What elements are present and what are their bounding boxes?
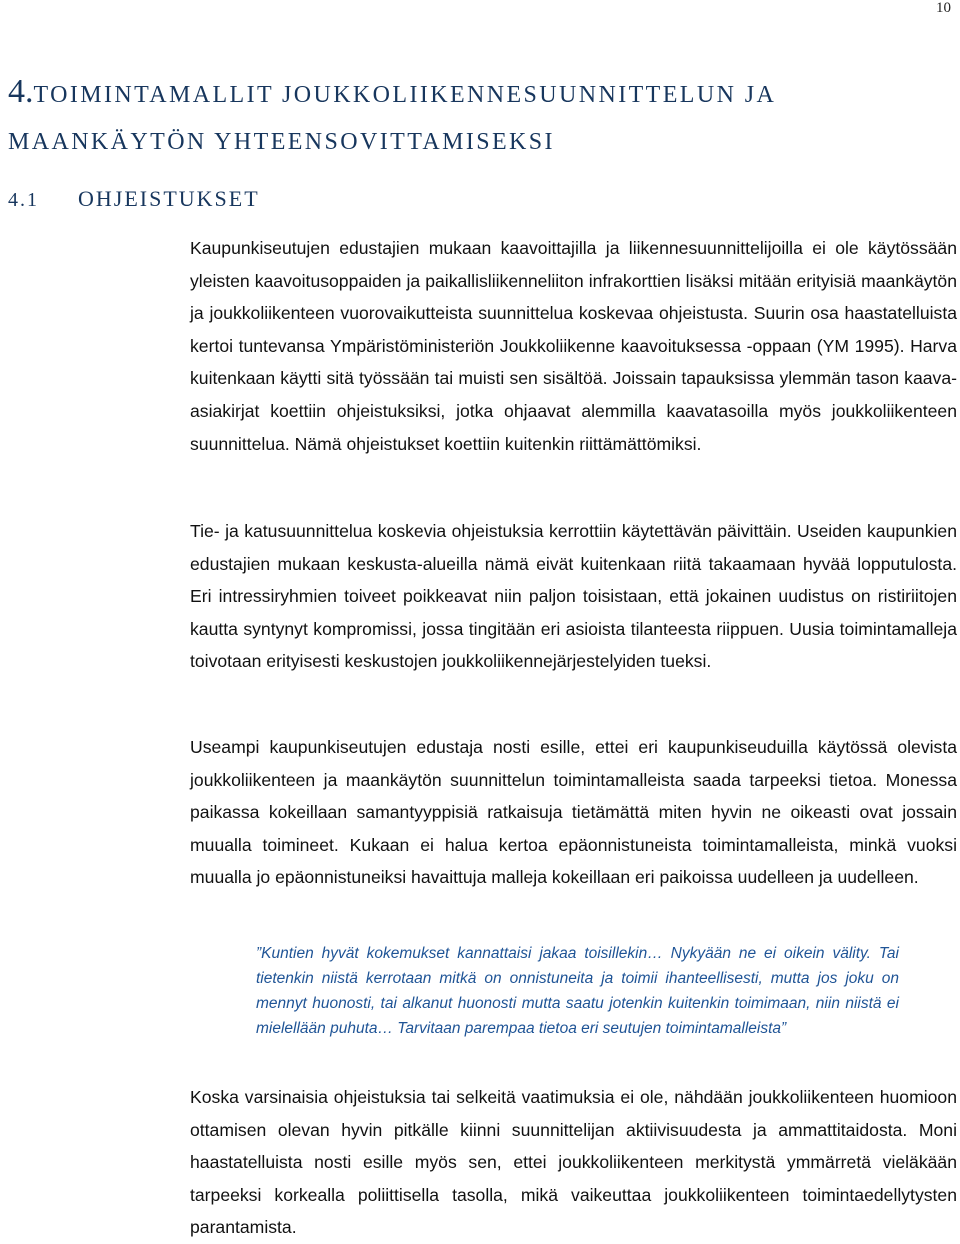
section-number: 4.1 xyxy=(8,189,39,211)
chapter-number: 4. xyxy=(8,73,34,110)
interview-quote: ”Kuntien hyvät kokemukset kannattaisi jakaa toisillekin… Nykyään ne ei oikein välity. Tai tietenkin niistä kerrotaan mitkä on onnistuneita ja toimii ihanteellisesti, mutta jos joku on mennyt huonosti, tai alkanut huonosti mutta saatu jotenkin kuitenkin toimimaan, niin niistä ei mielellään puhuta… Tarvitaan parempaa tietoa eri seutujen toimintamalleista” xyxy=(256,945,899,1037)
section-heading xyxy=(8,186,260,212)
body-paragraph-3: Useampi kaupunkiseutujen edustaja nosti esille, ettei eri kaupunkiseuduilla käytössä olevista joukkoliikenteen ja maankäytön suunnittelun toimintamalleista saada tarpeeksi tietoa. Monessa paikassa kokeillaan samantyyppisiä ratkaisuja tietämättä miten hyvin ne oikeasti ovat jossain muualla toimineet. Kukaan ei halua kertoa epäonnistuneista toimintamalleista, minkä vuoksi muualla jo epäonnistuneiksi havaittuja malleja kokeillaan eri paikoissa uudelleen ja uudelleen. xyxy=(190,737,957,888)
body-paragraph-1: Kaupunkiseutujen edustajien mukaan kaavoittajilla ja liikennesuunnittelijoilla ei ole käytössään yleisten kaavoitusoppaiden ja paikallisliikenneliiton infrakorttien lisäksi mitään erityisiä maankäytön ja joukkoliikenteen vuorovaikutteista suunnittelua koskevaa ohjeistusta. Suurin osa haastatelluista kertoi tuntevansa Ympäristöministeriön Joukkoliikenne kaavoituksessa -oppaan (YM 1995). Harva kuitenkaan käytti sitä työssään tai muisti sen sisältöä. Joissain tapauksissa ylemmän tason kaava-asiakirjat koettiin ohjeistuksiksi, jotka ohjaavat alemmilla kaavatasoilla myös joukkoliikenteen suunnittelua. Nämä ohjeistukset koettiin kuitenkin riittämättömiksi. xyxy=(190,238,957,454)
body-paragraph-4: Koska varsinaisia ohjeistuksia tai selkeitä vaatimuksia ei ole, nähdään joukkoliikenteen huomioon ottamisen olevan hyvin pitkälle kiinni suunnittelijan aktiivisuudesta ja ammattitaidosta. Moni haastatelluista nosti esille myös sen, ettei joukkoliikenteen merkitystä ymmärretä vieläkään tarpeeksi korkealla poliittisella tasolla, mikä vaikeuttaa joukkoliikenteen toimintaedellytysten parantamista. xyxy=(190,1087,957,1238)
page-number: 10 xyxy=(936,0,951,16)
chapter-title: TOIMINTAMALLIT JOUKKOLIIKENNESUUNNITTELUN JA MAANKÄYTÖN YHTEENSOVITTAMISEKSI xyxy=(8,82,775,155)
body-paragraph-2: Tie- ja katusuunnittelua koskevia ohjeistuksia kerrottiin käytettävän päivittäin. Useiden kaupunkien edustajien mukaan keskusta-alueilla nämä eivät kuitenkaan riitä takaamaan hyvää lopputulosta. Eri intressiryhmien toiveet poikkeavat niin paljon toisistaan, että jokainen uudistus on ristiriitojen kautta syntynyt kompromissi, jossa tingitään eri asioista tilanteesta riippuen. Uusia toimintamalleja toivotaan erityisesti keskustojen joukkoliikennejärjestelyiden tueksi. xyxy=(190,521,957,672)
chapter-heading xyxy=(8,70,938,167)
section-title: OHJEISTUKSET xyxy=(78,186,260,211)
